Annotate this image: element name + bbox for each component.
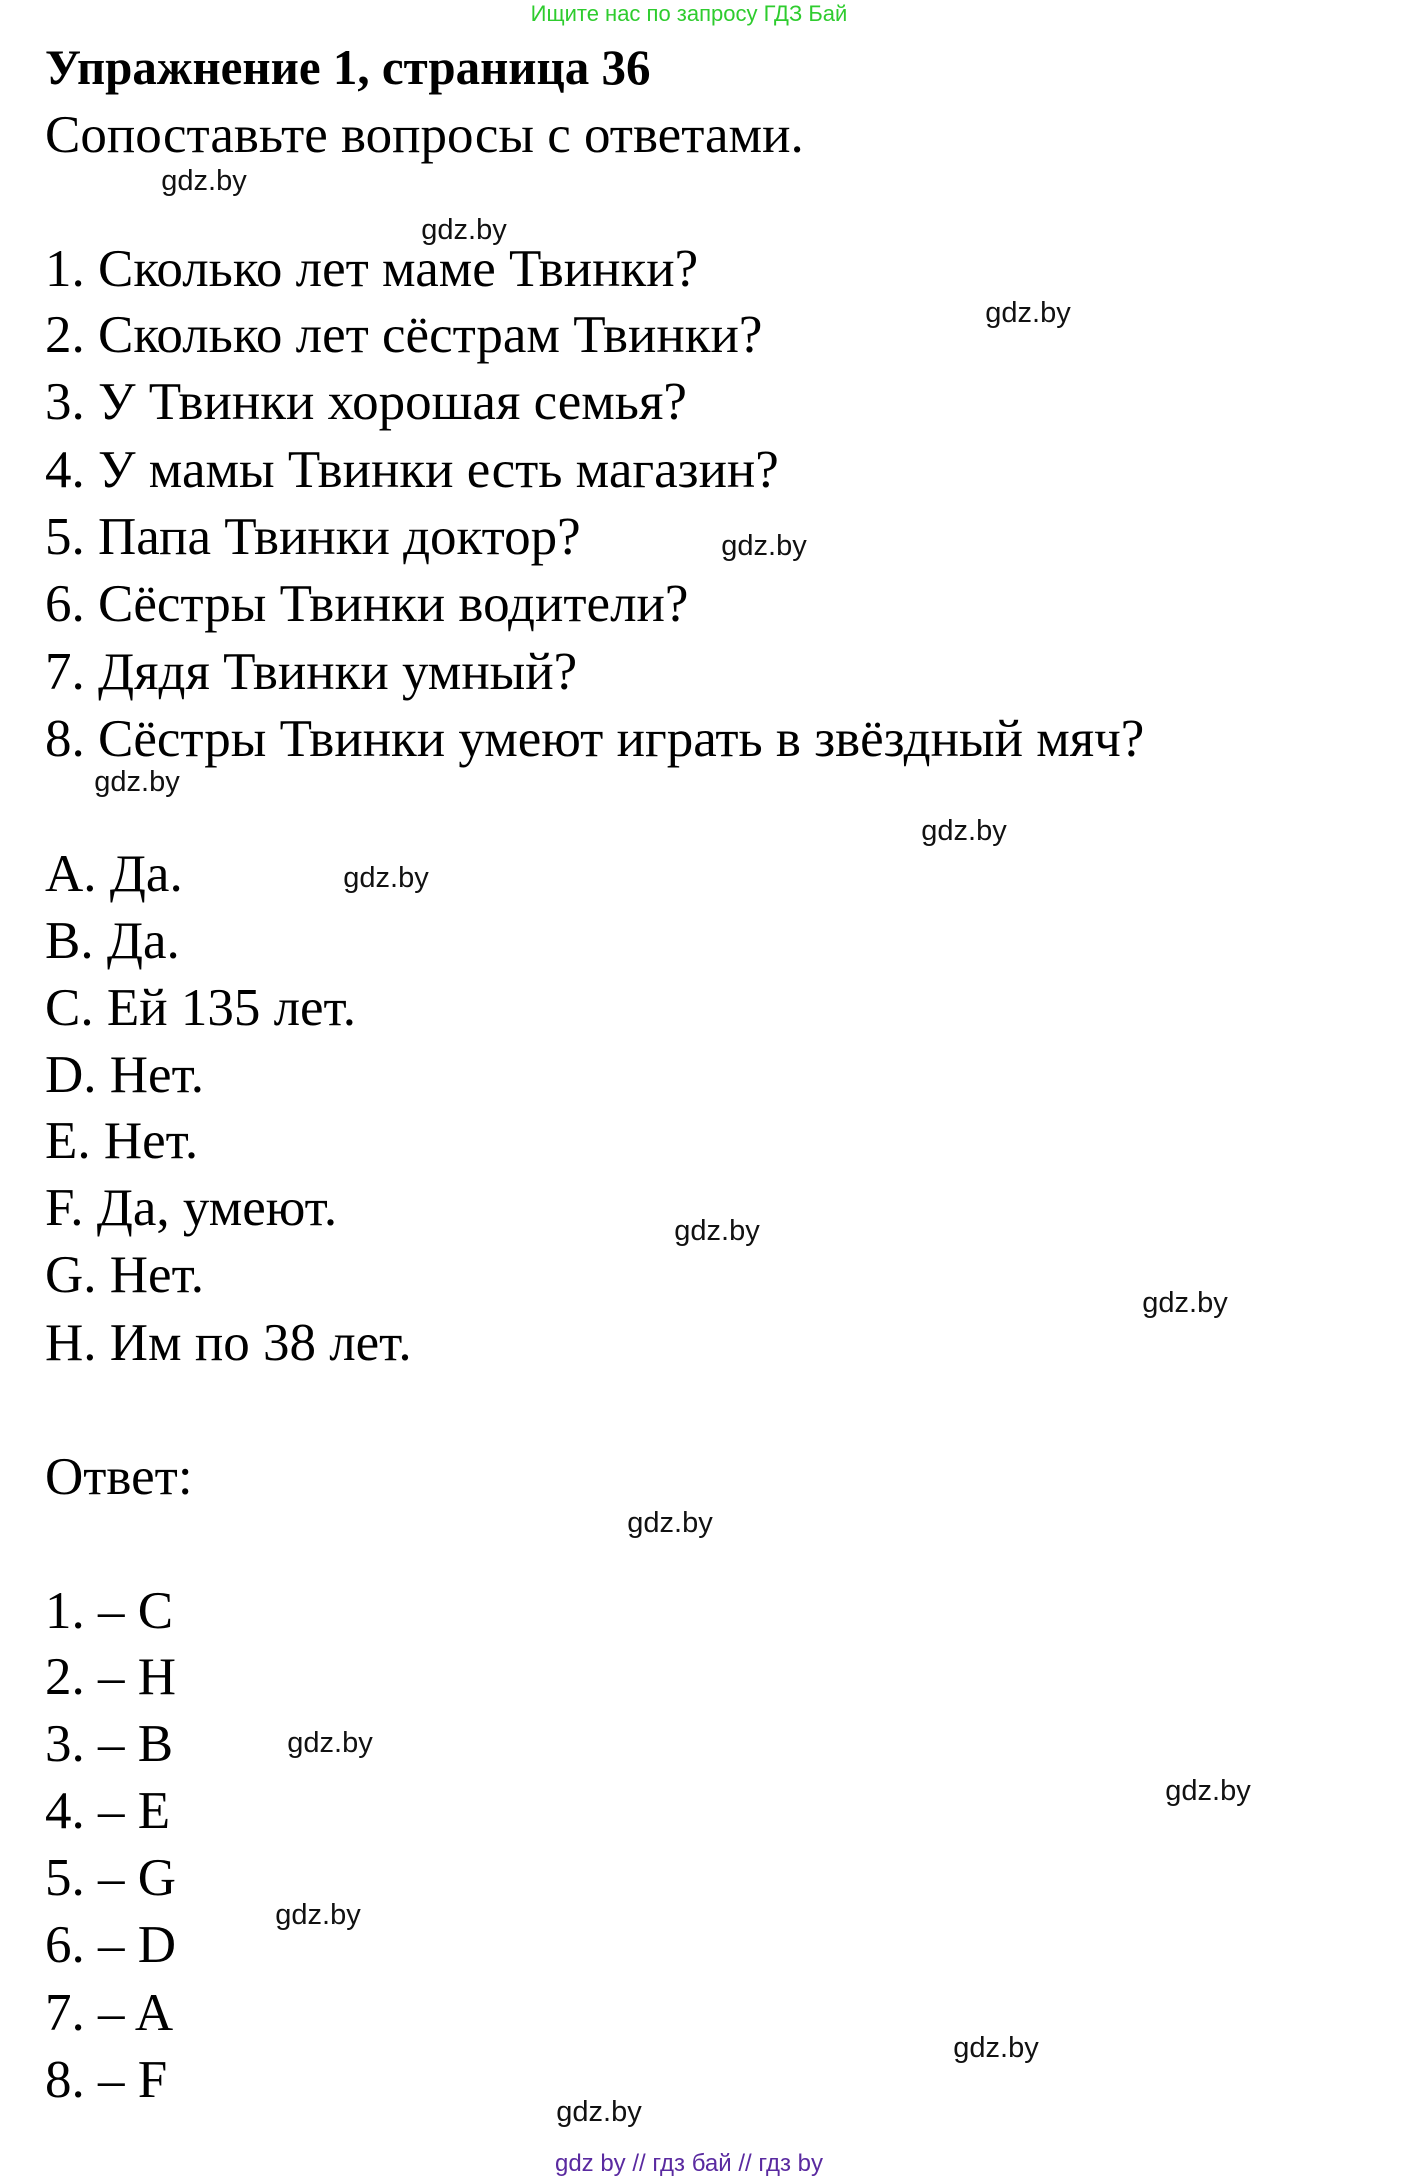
option-item: H. Им по 38 лет. [45, 1314, 412, 1372]
question-item: 1. Сколько лет маме Твинки? [45, 240, 699, 298]
watermark: gdz.by [1142, 1287, 1228, 1319]
option-item: G. Нет. [45, 1246, 204, 1304]
watermark: gdz.by [627, 1507, 713, 1539]
answer-item: 3. – B [45, 1715, 174, 1773]
watermark: gdz.by [721, 530, 807, 562]
watermark: gdz.by [674, 1215, 760, 1247]
instruction: Сопоставьте вопросы с ответами. [45, 106, 804, 164]
watermark: gdz.by [287, 1727, 373, 1759]
answer-item: 8. – F [45, 2051, 168, 2109]
footer-links: gdz by // гдз бай // гдз by [554, 2150, 824, 2177]
option-item: D. Нет. [45, 1046, 204, 1104]
watermark: gdz.by [161, 165, 247, 197]
answer-label: Ответ: [45, 1448, 193, 1506]
watermark: gdz.by [421, 214, 507, 246]
answer-item: 4. – E [45, 1782, 171, 1840]
watermark: gdz.by [275, 1899, 361, 1931]
question-item: 3. У Твинки хорошая семья? [45, 373, 687, 431]
answer-item: 2. – H [45, 1648, 177, 1706]
answer-item: 7. – A [45, 1984, 174, 2042]
option-item: B. Да. [45, 912, 180, 970]
answer-item: 1. – C [45, 1582, 174, 1640]
option-item: A. Да. [45, 845, 183, 903]
page-title: Упражнение 1, страница 36 [45, 39, 651, 95]
option-item: E. Нет. [45, 1112, 199, 1170]
watermark: gdz.by [953, 2032, 1039, 2064]
watermark: gdz.by [94, 766, 180, 798]
watermark: gdz.by [1165, 1775, 1251, 1807]
option-item: C. Ей 135 лет. [45, 979, 356, 1037]
watermark: gdz.by [985, 297, 1071, 329]
option-item: F. Да, умеют. [45, 1179, 338, 1237]
question-item: 8. Сёстры Твинки умеют играть в звёздный мяч? [45, 710, 1145, 768]
search-banner: Ищите нас по запросу ГДЗ Бай [530, 1, 848, 26]
watermark: gdz.by [343, 862, 429, 894]
question-item: 5. Папа Твинки доктор? [45, 508, 581, 566]
question-item: 4. У мамы Твинки есть магазин? [45, 441, 779, 499]
watermark: gdz.by [921, 815, 1007, 847]
question-item: 2. Сколько лет сёстрам Твинки? [45, 306, 763, 364]
answer-item: 5. – G [45, 1849, 177, 1907]
watermark: gdz.by [556, 2096, 642, 2128]
question-item: 7. Дядя Твинки умный? [45, 643, 578, 701]
question-item: 6. Сёстры Твинки водители? [45, 575, 689, 633]
answer-item: 6. – D [45, 1916, 177, 1974]
